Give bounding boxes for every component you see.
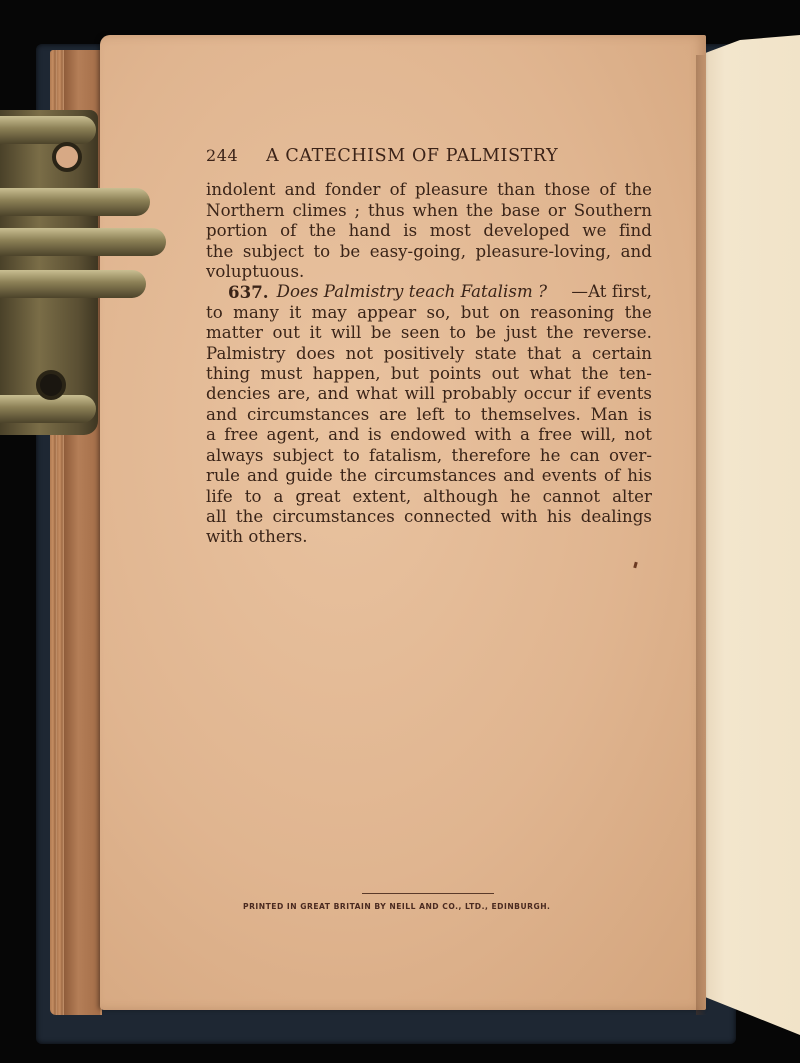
text-line: rule and guide the circumstances and events of his [206,466,652,486]
clip-ridge [0,270,146,298]
clip-ridge [0,116,96,144]
brass-page-clip [0,110,170,435]
text-line: Palmistry does not positively state that a certain [206,343,652,363]
question-title: Does Palmistry teach Fatalism ? [276,282,548,302]
clip-ridge [0,228,166,256]
text-line: to many it may appear so, but on reasoning the [206,302,652,322]
answer-start: —At first, [571,282,652,302]
text-line: thing must happen, but points out what the ten- [206,364,652,384]
screw-hole [36,370,66,400]
text-line: Northern climes ; thus when the base or Southern [206,200,652,220]
book-title: A CATECHISM OF PALMISTRY [266,146,559,166]
right-page [700,35,800,1035]
text-line: dencies are, and what will probably occur if events [206,384,652,404]
text-line: always subject to fatalism, therefore he can over- [206,445,652,465]
printer-imprint: PRINTED IN GREAT BRITAIN BY NEILL AND CO., LTD., EDINBURGH. [243,902,551,911]
paragraph-2 [206,282,652,547]
running-head [206,146,652,166]
page-text [206,146,652,548]
imprint-rule [362,893,494,894]
text-line: and circumstances are left to themselves. Man is [206,404,652,424]
text-line: voluptuous. [206,262,305,282]
text-line: with others. [206,527,308,547]
text-line: matter out it will be seen to be just the reverse. [206,323,652,343]
paragraph-1 [206,180,652,282]
question-number: 637. [228,282,269,303]
text-line: life to a great extent, although he cannot alter [206,486,652,506]
question-line [206,282,652,302]
book-gutter [696,55,706,1015]
text-line: a free agent, and is endowed with a free will, not [206,425,652,445]
text-line: portion of the hand is most developed we find [206,221,652,241]
screw-hole [52,142,82,172]
text-line: indolent and fonder of pleasure than those of the [206,180,652,200]
text-line: all the circumstances connected with his dealings [206,506,652,526]
text-line: the subject to be easy-going, pleasure-loving, and [206,241,652,261]
page-number: 244 [206,146,239,165]
clip-ridge [0,188,150,216]
